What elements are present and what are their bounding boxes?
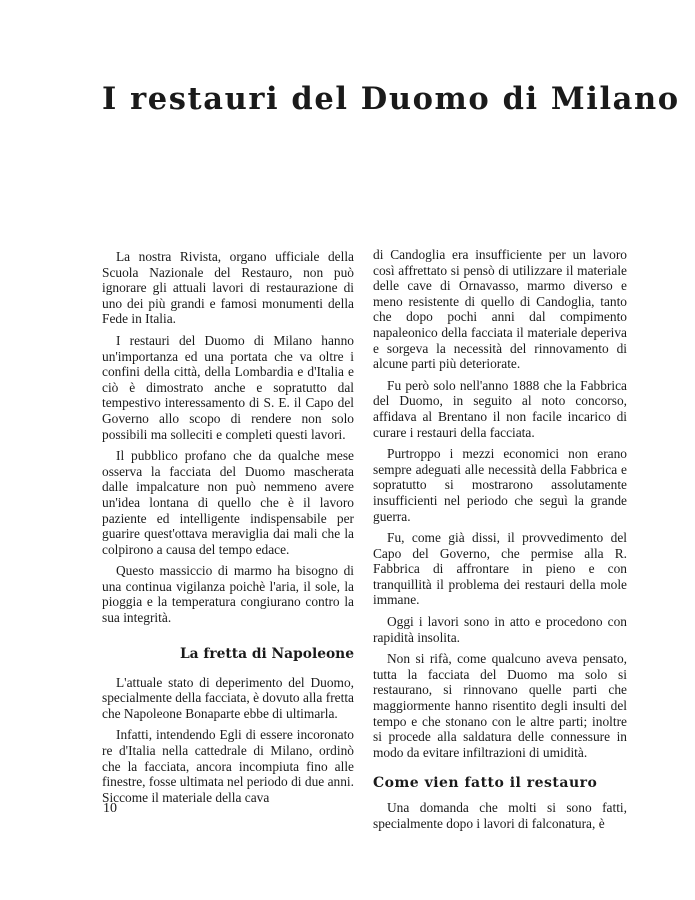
left-column: [102, 249, 354, 811]
section-heading: Come vien fatto il restauro: [373, 775, 598, 792]
paragraph: Oggi i lavori sono in atto e procedono con rapidità insolita.: [373, 614, 627, 645]
paragraph: Fu, come già dissi, il provvedimento del Capo del Governo, che permise alla R. Fabbrica di affrontare in pieno e con tranquillità il problema dei restauri della mole immane.: [373, 530, 627, 608]
paragraph: Purtroppo i mezzi economici non erano sempre adeguati alle necessità della Fabbrica e sopratutto si mostrarono assolutamente insufficienti nel periodo che seguì la grande guerra.: [373, 446, 627, 524]
paragraph: Non si rifà, come qualcuno aveva pensato, tutta la facciata del Duomo ma solo si restaurano, si rinnovano quelle parti che maggiormente hanno risentito degli insulti del tempo e che stonano con le altre parti; inoltre si procede alla saldatura delle connessure in modo da evitare infiltrazioni di umidità.: [373, 651, 627, 760]
page-number: 10: [103, 801, 117, 816]
paragraph: L'attuale stato di deperimento del Duomo, specialmente della facciata, è dovuto alla fretta che Napoleone Bonaparte ebbe di ultimarla.: [102, 674, 354, 721]
paragraph: Una domanda che molti si sono fatti, specialmente dopo i lavori di falconatura, è: [373, 800, 627, 831]
article-title: I restauri del Duomo di Milano: [102, 81, 680, 117]
section-heading: La fretta di Napoleone: [179, 645, 354, 662]
paragraph: Infatti, intendendo Egli di essere incoronato re d'Italia nella cattedrale di Milano, ordinò che la facciata, ancora incompiuta fino alle finestre, fosse ultimata nel periodo di due anni. Siccome il materiale della cava: [102, 727, 354, 805]
paragraph: Fu però solo nell'anno 1888 che la Fabbrica del Duomo, in seguito al noto concorso, affidava al Brentano il non facile incarico di curare i restauri della facciata.: [373, 377, 627, 440]
paragraph-continuation: di Candoglia era insufficiente per un lavoro così affrettato si pensò di utilizzare il materiale delle cave di Ornavasso, marmo diverso e meno resistente di quello di Candoglia, tanto che dopo pochi anni dal compimento napaleonico della facciata il materiale deperiva e sorgeva la necessità del rinnovamento di alcune parti più deteriorate.: [373, 247, 627, 372]
right-column: [373, 247, 627, 838]
paragraph: La nostra Rivista, organo ufficiale della Scuola Nazionale del Restauro, non può ignorare gli attuali lavori di restaurazione di uno dei più grandi e famosi monumenti della Fede in Italia.: [102, 249, 354, 327]
paragraph: I restauri del Duomo di Milano hanno un'importanza ed una portata che va oltre i confini della città, della Lombardia e d'Italia e ciò è dimostrato anche e sopratutto dal tempestivo interessamento di S. E. il Capo del Governo allo scopo di rendere non solo possibili ma solleciti e completi questi lavori.: [102, 332, 354, 442]
paragraph: Questo massiccio di marmo ha bisogno di una continua vigilanza poichè l'aria, il sole, la pioggia e la temperatura congiurano contro la sua integrità.: [102, 563, 354, 626]
paragraph: Il pubblico profano che da qualche mese osserva la facciata del Duomo mascherata dalle impalcature non può nemmeno avere un'idea lontana di quello che è il lavoro paziente ed intelligente indispensabile per guarire quest'ottava meraviglia dai mali che la colpirono a causa del tempo edace.: [102, 448, 354, 557]
